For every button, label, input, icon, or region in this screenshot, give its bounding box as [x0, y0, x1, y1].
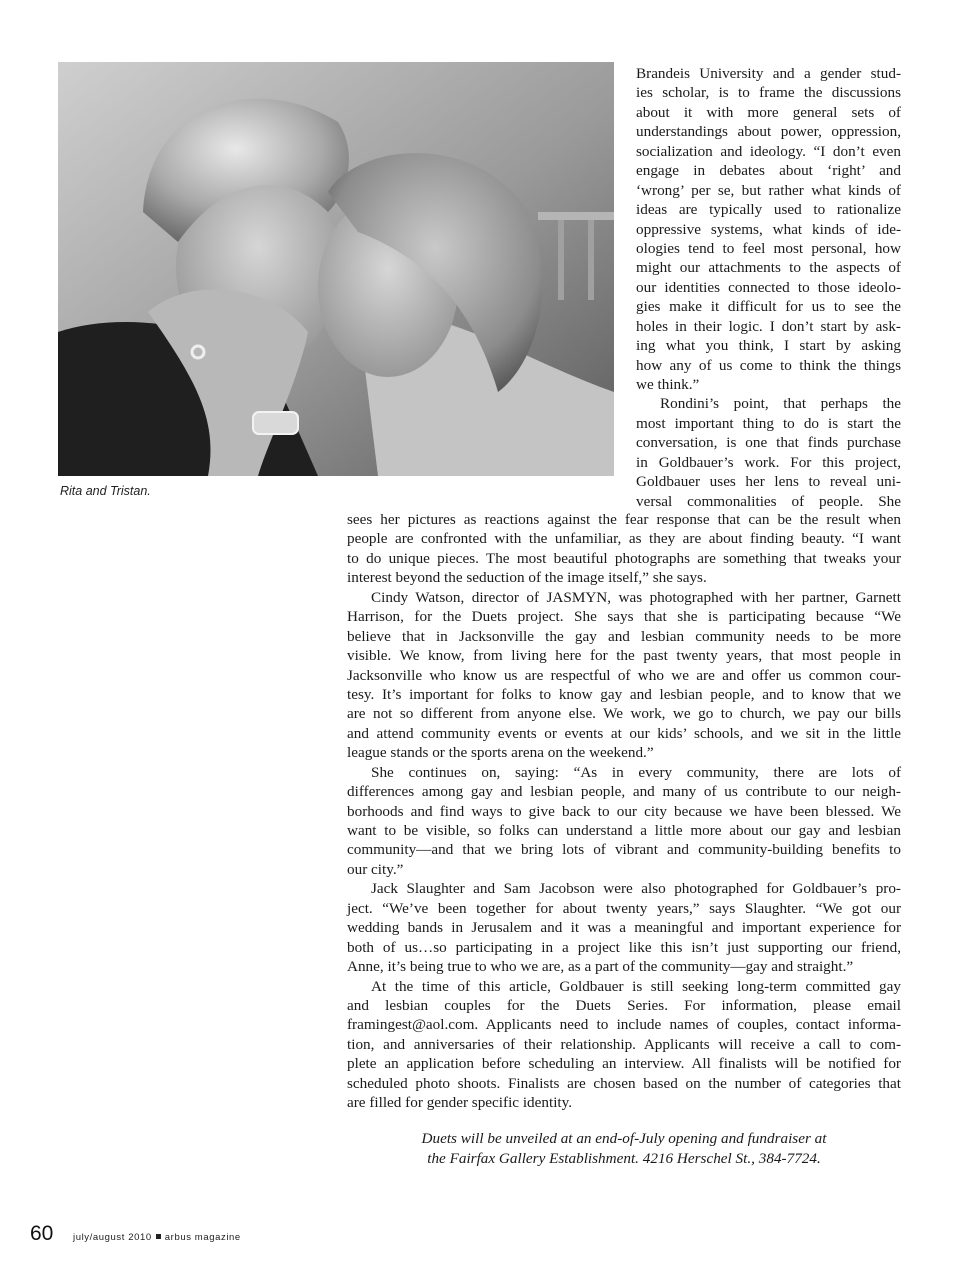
text-line: Jacksonville who know us are respectful of who we are and offer us common cour- [347, 666, 901, 684]
text-line: gies make it difficult for us to see the [636, 298, 901, 316]
text-line: to do unique pieces. The most beautiful photographs are something that tweaks your [347, 549, 901, 567]
text-line: At the time of this article, Goldbauer is still seeking long-term committed gay [371, 977, 901, 995]
photo-caption: Rita and Tristan. [60, 484, 151, 498]
article-photo [58, 62, 614, 476]
text-line: about it with more general sets of [636, 103, 901, 121]
text-line: are not so different from anyone else. We work, we go to church, we pay our bills [347, 705, 901, 723]
text-line: Jack Slaughter and Sam Jacobson were also photographed for Goldbauer’s pro- [371, 880, 901, 898]
text-line: our identities connected to those ideolo- [636, 278, 901, 296]
text-line: ies scholar, is to frame the discussions [636, 84, 901, 102]
text-line: She continues on, saying: “As in every community, there are lots of [371, 763, 901, 781]
text-line: Anne, it’s being true to who we are, as a part of the community—gay and straight.” [347, 958, 854, 976]
text-line: believe that in Jacksonville the gay and lesbian community needs to be more [347, 627, 901, 645]
text-line: and attend community events or events at our kids’ schools, and we sit in the little [347, 724, 901, 742]
footer-separator [156, 1234, 161, 1239]
text-line: league stands or the sports arena on the weekend.” [347, 744, 654, 762]
text-line: interest beyond the seduction of the image itself,” she says. [347, 569, 707, 587]
footer-issue-line [73, 1232, 241, 1243]
photo-illustration [58, 62, 614, 476]
page-number: 60 [30, 1222, 54, 1245]
text-line: in Goldbauer’s work. For this project, [636, 453, 901, 471]
text-line: ideas are typically used to rationalize [636, 201, 901, 219]
text-line: holes in their logic. I don’t start by ask- [636, 317, 901, 335]
text-line: framingest@aol.com. Applicants need to include names of couples, contact informa- [347, 1016, 901, 1034]
text-line: oppressive systems, what kinds of ide- [636, 220, 901, 238]
text-line: ologies tend to feel most personal, how [636, 239, 901, 257]
text-line: versal commonalities of people. She [636, 492, 901, 510]
text-line: ing what you think, I start by asking [636, 337, 901, 355]
text-line: conversation, is one that finds purchase [636, 434, 901, 452]
text-line: we think.” [636, 376, 700, 393]
text-line: visible. We know, from living here for the past twenty years, that most people in [347, 647, 901, 665]
text-line: most important thing to do is start the [636, 414, 901, 432]
text-line: people are confronted with the unfamiliar, as they are about finding beauty. “I want [347, 530, 901, 548]
text-line: might our attachments to the aspects of [636, 259, 901, 277]
text-line: tion, and anniversaries of their relationship. Applicants will receive a call to com- [347, 1035, 901, 1053]
article-right-column [636, 64, 901, 511]
text-line: ‘wrong’ per se, but rather what kinds of [636, 181, 901, 199]
text-line: tesy. It’s important for folks to know gay and lesbian people, and to know that we [347, 685, 901, 703]
text-line: borhoods and find ways to give back to our city because we have been blessed. We [347, 802, 901, 820]
closing-line: Duets will be unveiled at an end-of-July opening and fundraiser at [421, 1130, 827, 1147]
text-line: Rondini’s point, that perhaps the [660, 395, 901, 413]
text-line: our city.” [347, 860, 404, 878]
closing-line: the Fairfax Gallery Establishment. 4216 Herschel St., 384-7724. [427, 1150, 821, 1167]
text-line: wedding bands in Jerusalem and it was a meaningful and important experience for [347, 919, 901, 937]
text-line: Harrison, for the Duets project. She says that she is participating because “We [347, 608, 901, 626]
text-line: Brandeis University and a gender stud- [636, 65, 901, 82]
text-line: understandings about power, oppression, [636, 123, 901, 141]
text-line: socialization and ideology. “I don’t even [636, 142, 901, 160]
footer-magazine: arbus magazine [164, 1232, 241, 1243]
text-line: sees her pictures as reactions against the fear response that can be the result when [347, 511, 901, 528]
text-line: both of us…so participating in a project like this isn’t just supporting our friend, [347, 938, 901, 956]
text-line: plete an application before scheduling an interview. All finalists will be notified for [347, 1055, 901, 1073]
text-line: are filled for gender specific identity. [347, 1094, 573, 1112]
article-main-column [347, 510, 901, 1113]
text-line: Goldbauer uses her lens to reveal uni- [636, 473, 901, 491]
text-line: community—and that we bring lots of vibrant and community-building benefits to [347, 841, 901, 859]
text-line: ject. “We’ve been together for about twenty years,” says Slaughter. “We got our [347, 899, 901, 917]
text-line: scheduled photo shoots. Finalists are chosen based on the number of categories that [347, 1074, 901, 1092]
text-line: engage in debates about ‘right’ and [636, 162, 901, 180]
text-line: and lesbian couples for the Duets Series. For information, please email [347, 996, 901, 1014]
text-line: Cindy Watson, director of JASMYN, was photographed with her partner, Garnett [371, 588, 901, 606]
footer-issue: july/august 2010 [73, 1232, 152, 1243]
text-line: how any of us come to think the things [636, 356, 901, 374]
text-line: differences among gay and lesbian people, and many of us contribute to our neigh- [347, 783, 901, 801]
text-line: want to be visible, so folks can understand a little more about our gay and lesbian [347, 822, 901, 839]
closing-note [347, 1129, 901, 1169]
